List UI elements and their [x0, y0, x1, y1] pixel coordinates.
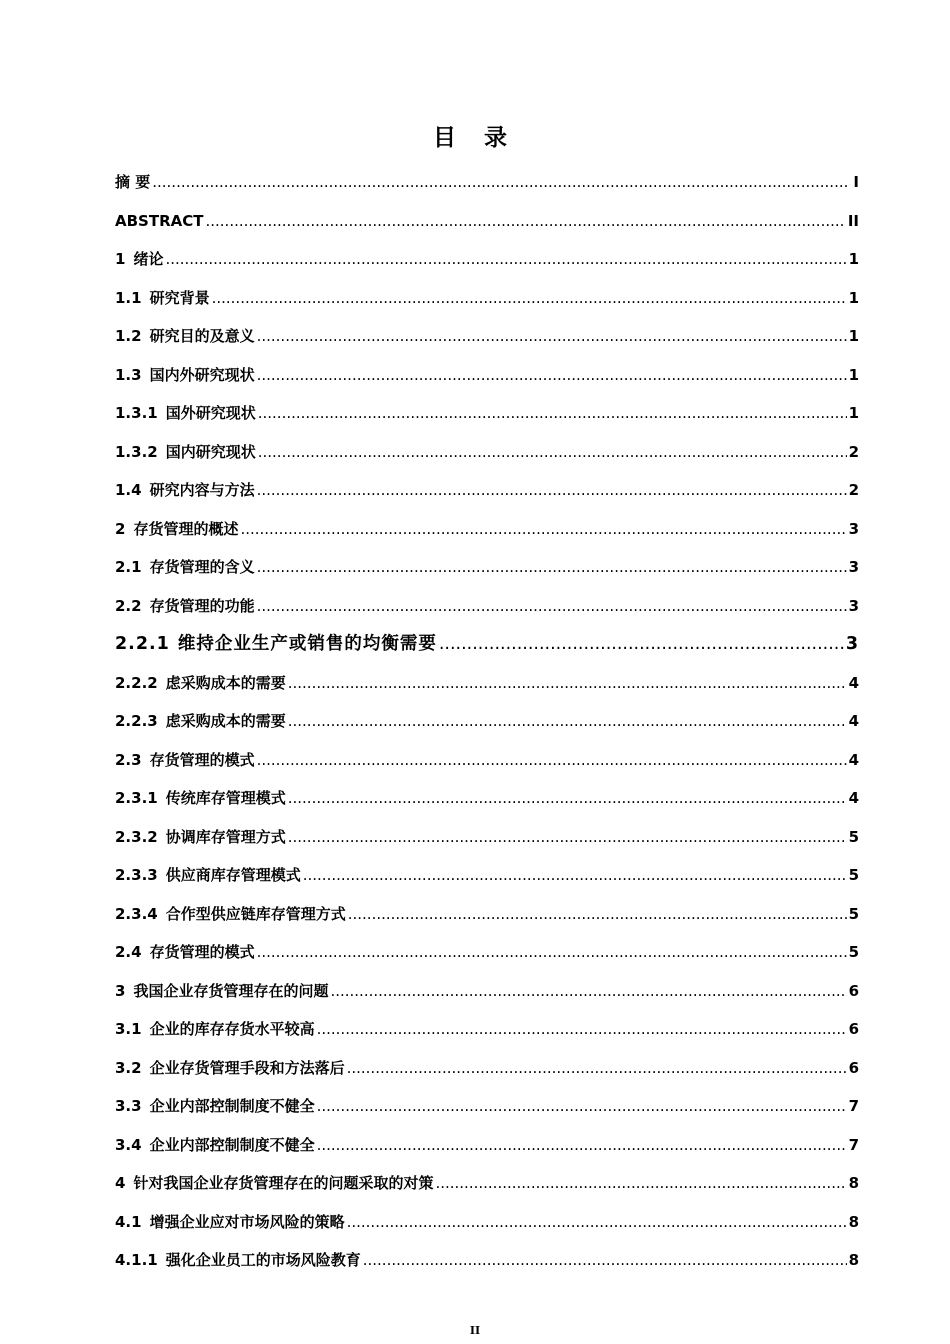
toc-entry[interactable]	[115, 1131, 859, 1170]
toc-entry-number: 2.2.2	[115, 673, 158, 692]
toc-entry[interactable]	[115, 592, 859, 631]
toc-entry[interactable]	[115, 245, 859, 284]
toc-leader-dots	[257, 361, 847, 389]
toc-entry-page: 6	[848, 1058, 859, 1077]
toc-entry[interactable]	[115, 553, 859, 592]
toc-leader-dots	[435, 1169, 846, 1197]
toc-leader-dots	[439, 630, 844, 658]
toc-entry[interactable]	[115, 938, 859, 977]
toc-entry-number: 1.2	[115, 327, 142, 345]
toc-leader-dots	[317, 1131, 847, 1159]
page-number: II	[469, 1324, 481, 1337]
toc-entry-number: 1.4	[115, 481, 142, 499]
toc-entry-number: 4.1	[115, 1212, 142, 1231]
toc-entry[interactable]	[115, 784, 859, 823]
toc-entry[interactable]	[115, 438, 859, 477]
toc-entry-label: 维持企业生产或销售的均衡需要	[177, 634, 437, 654]
toc-leader-dots	[257, 746, 847, 774]
toc-entry-page: 8	[848, 1212, 859, 1231]
toc-leader-dots	[348, 900, 847, 928]
toc-entry[interactable]	[115, 1092, 859, 1131]
toc-entry-page: II	[847, 211, 859, 230]
toc-entry-page: 3	[848, 558, 859, 576]
toc-entry[interactable]	[115, 861, 859, 900]
toc-leader-dots	[347, 1054, 847, 1082]
toc-entry-label: 存货管理的模式	[149, 943, 255, 961]
toc-entry[interactable]	[115, 1208, 859, 1247]
toc-leader-dots	[257, 322, 847, 350]
toc-entry-number: 2.3.3	[115, 866, 158, 884]
toc-leader-dots	[257, 592, 847, 620]
toc-entry-page: 1	[848, 288, 859, 307]
toc-entry-page: 1	[848, 250, 859, 268]
toc-entry-number: 2.4	[115, 943, 142, 961]
toc-leader-dots	[258, 399, 847, 427]
toc-entry-label: 合作型供应链库存管理方式	[165, 904, 346, 923]
toc-entry-page: 4	[848, 789, 859, 807]
toc-entry[interactable]	[115, 630, 859, 669]
toc-entry-number: 1.3	[115, 365, 142, 384]
toc-entry-label: 国内外研究现状	[149, 365, 255, 384]
toc-entry-page: 6	[848, 981, 859, 1000]
toc-entry-page: 5	[848, 904, 859, 923]
toc-entry-label: 存货管理的功能	[149, 596, 255, 615]
toc-leader-dots	[288, 669, 847, 697]
toc-leader-dots	[257, 476, 847, 504]
toc-entry-page: 1	[848, 404, 859, 422]
toc-entry-label: 存货管理的模式	[149, 750, 255, 769]
toc-leader-dots	[330, 977, 846, 1005]
toc-leader-dots	[152, 168, 847, 196]
toc-leader-dots	[240, 515, 846, 543]
toc-entry[interactable]	[115, 284, 859, 323]
toc-entry[interactable]	[115, 361, 859, 400]
toc-leader-dots	[212, 284, 847, 312]
toc-entry-label: 我国企业存货管理存在的问题	[133, 981, 329, 1000]
toc-entry-label: 国内研究现状	[165, 442, 256, 461]
toc-entry-label: 国外研究现状	[165, 404, 256, 422]
toc-entry-page: 2	[848, 442, 859, 461]
toc-entry-page: 2	[848, 481, 859, 499]
toc-entry-label: 增强企业应对市场风险的策略	[149, 1212, 345, 1231]
toc-entry-number: 3.2	[115, 1058, 142, 1077]
toc-entry-label: 供应商库存管理模式	[165, 866, 301, 884]
toc-leader-dots	[303, 861, 847, 889]
toc-entry-label: 虑采购成本的需要	[165, 673, 286, 692]
toc-entry-label: 研究目的及意义	[149, 327, 255, 345]
toc-entry-label: 针对我国企业存货管理存在的问题采取的对策	[133, 1174, 434, 1192]
toc-leader-dots	[288, 707, 847, 735]
toc-entry-number: 2.1	[115, 558, 142, 576]
toc-entry-label: ABSTRACT	[115, 211, 204, 230]
toc-entry[interactable]	[115, 707, 859, 746]
toc-entry-label: 强化企业员工的市场风险教育	[165, 1251, 361, 1269]
toc-leader-dots	[363, 1246, 847, 1274]
toc-entry-page: 8	[848, 1174, 859, 1192]
toc-entry-number: 3	[115, 981, 126, 1000]
toc-leader-dots	[317, 1015, 847, 1043]
toc-entry-label: 协调库存管理方式	[165, 827, 286, 846]
table-of-contents	[115, 168, 859, 1285]
toc-entry[interactable]	[115, 168, 859, 207]
toc-entry[interactable]	[115, 977, 859, 1016]
toc-entry-label: 研究内容与方法	[149, 481, 255, 499]
toc-entry-label: 存货管理的含义	[149, 558, 255, 576]
toc-entry[interactable]	[115, 669, 859, 708]
toc-leader-dots	[288, 823, 847, 851]
toc-entry-number: 3.3	[115, 1097, 142, 1115]
toc-entry[interactable]	[115, 1246, 859, 1285]
toc-entry-number: 2.2	[115, 596, 142, 615]
toc-leader-dots	[257, 553, 847, 581]
toc-entry-label: 传统库存管理模式	[165, 789, 286, 807]
toc-entry-label: 研究背景	[149, 288, 210, 307]
toc-entry[interactable]	[115, 1169, 859, 1208]
toc-entry-number: 1.1	[115, 288, 142, 307]
toc-leader-dots	[317, 1092, 847, 1120]
toc-entry-page: 5	[848, 866, 859, 884]
toc-entry-number: 2.2.1	[115, 634, 170, 654]
toc-entry-number: 2.3	[115, 750, 142, 769]
toc-entry-page: 4	[848, 750, 859, 769]
toc-entry-page: 1	[848, 327, 859, 345]
toc-entry-page: 8	[848, 1251, 859, 1269]
toc-entry-label: 绪论	[133, 250, 164, 268]
toc-entry-page: 4	[848, 673, 859, 692]
toc-leader-dots	[258, 438, 847, 466]
toc-entry-label: 企业内部控制制度不健全	[149, 1097, 315, 1115]
toc-entry-label: 摘 要	[115, 173, 151, 191]
toc-entry-number: 2.3.1	[115, 789, 158, 807]
toc-entry-page: 3	[845, 634, 859, 654]
toc-entry-page: 7	[848, 1097, 859, 1115]
toc-entry-label: 存货管理的概述	[133, 519, 239, 538]
toc-entry-label: 企业存货管理手段和方法落后	[149, 1058, 345, 1077]
toc-leader-dots	[257, 938, 847, 966]
toc-entry-number: 1.3.1	[115, 404, 158, 422]
toc-leader-dots	[347, 1208, 847, 1236]
toc-entry-number: 4	[115, 1174, 126, 1192]
toc-leader-dots	[205, 207, 845, 235]
toc-entry-page: 1	[848, 365, 859, 384]
toc-entry-number: 2.3.2	[115, 827, 158, 846]
toc-entry[interactable]	[115, 900, 859, 939]
toc-entry[interactable]	[115, 746, 859, 785]
toc-entry[interactable]	[115, 476, 859, 515]
toc-entry-number: 2	[115, 519, 126, 538]
toc-entry[interactable]	[115, 1054, 859, 1093]
toc-entry-label: 虑采购成本的需要	[165, 712, 286, 730]
toc-entry[interactable]	[115, 322, 859, 361]
toc-entry-number: 1.3.2	[115, 442, 158, 461]
toc-leader-dots	[165, 245, 846, 273]
toc-entry-page: 5	[848, 943, 859, 961]
toc-entry-number: 3.4	[115, 1135, 142, 1154]
toc-entry-label: 企业的库存存货水平较高	[149, 1020, 315, 1038]
toc-entry[interactable]	[115, 823, 859, 862]
toc-entry-page: 3	[848, 519, 859, 538]
toc-entry-number: 2.3.4	[115, 904, 158, 923]
toc-entry-page: 3	[848, 596, 859, 615]
toc-entry[interactable]	[115, 399, 859, 438]
toc-entry[interactable]	[115, 207, 859, 246]
toc-entry-page: 7	[848, 1135, 859, 1154]
toc-entry[interactable]	[115, 1015, 859, 1054]
toc-entry-number: 3.1	[115, 1020, 142, 1038]
page-title: 目 录	[432, 124, 517, 151]
toc-entry-page: 6	[848, 1020, 859, 1038]
toc-entry-number: 2.2.3	[115, 712, 158, 730]
toc-entry-number: 4.1.1	[115, 1251, 158, 1269]
toc-entry-page: I	[853, 173, 859, 191]
toc-leader-dots	[288, 784, 847, 812]
toc-entry-number: 1	[115, 250, 126, 268]
toc-entry-label: 企业内部控制制度不健全	[149, 1135, 315, 1154]
toc-entry[interactable]	[115, 515, 859, 554]
toc-entry-page: 5	[848, 827, 859, 846]
toc-entry-page: 4	[848, 712, 859, 730]
